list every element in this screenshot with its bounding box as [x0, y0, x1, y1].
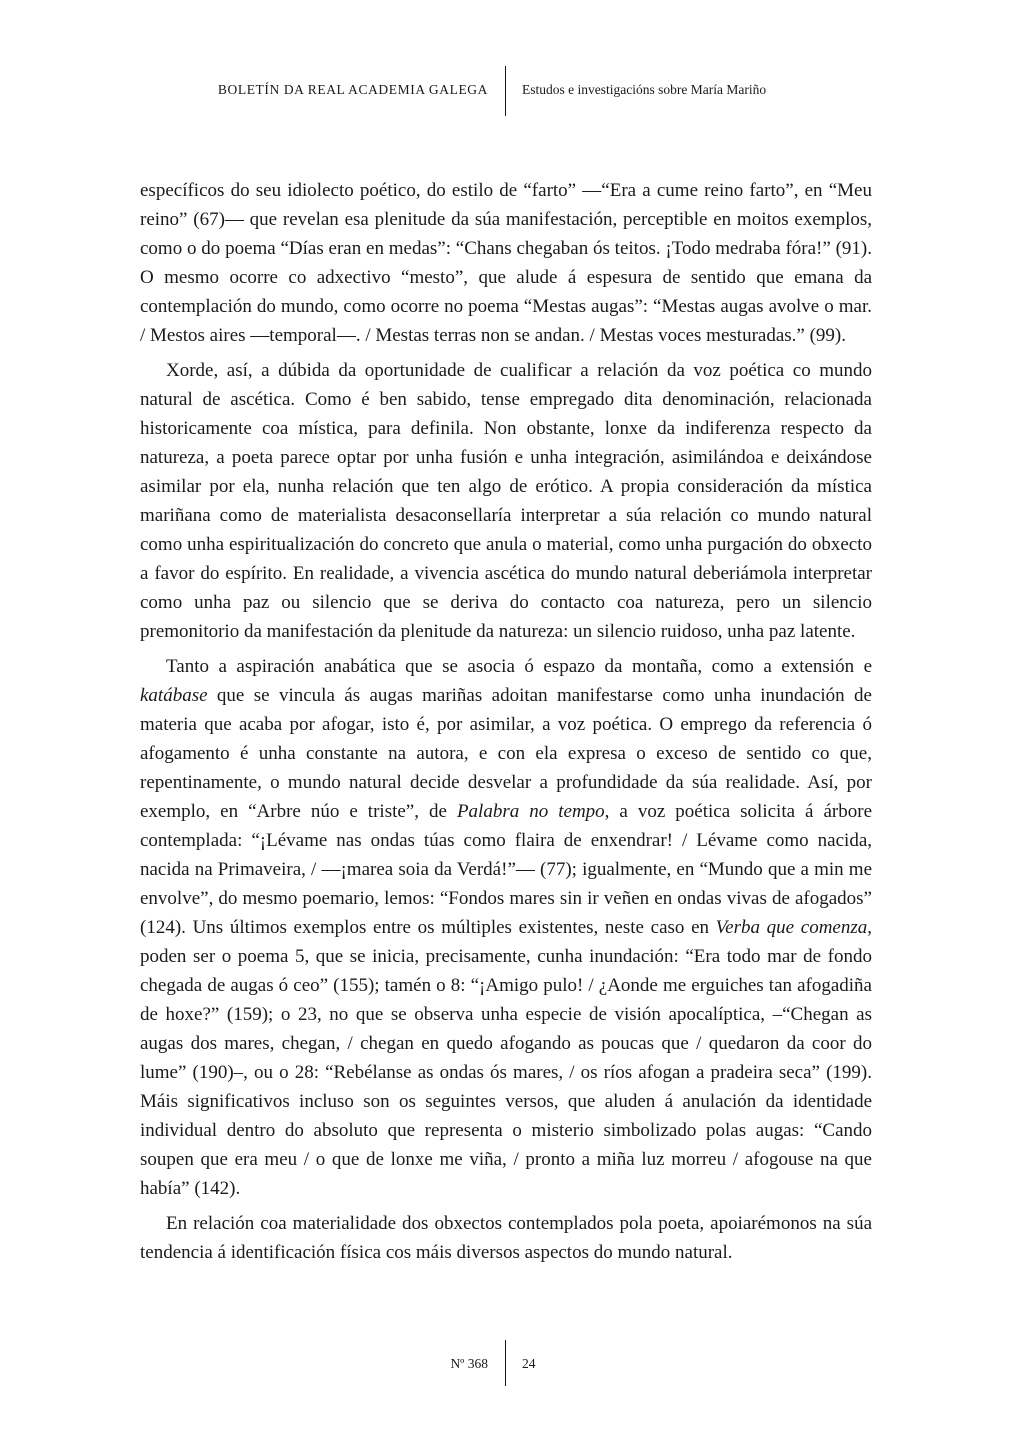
italic-term-katabase: katábase: [140, 685, 208, 706]
journal-title: BOLETÍN DA REAL ACADEMIA GALEGA: [217, 82, 488, 97]
body-text: [140, 176, 872, 1273]
paragraph-2: Xorde, así, a dúbida da oportunidade de cualificar a relación da voz poética co mundo natural de ascética. Como é ben sabido, tense empregado dita denominación, relacionada historicamente coa mística, para definila. Non obstante, lonxe da indiferenza respecto da natureza, a poeta parece optar por unha fusión e unha integración, asimilándoa e deixándose asimilar por ela, nunha relación que ten algo de erótico. A propia consideración da mística mariñana como de materialista desaconsellaría interpretar a súa relación co mundo natural como unha espiritualización do concreto que anula o material, como unha purgación do obxecto a favor do espírito. En realidade, a vivencia ascética do mundo natural deberiámola interpretar como unha paz ou silencio que se deriva do contacto coa natureza, pero un silencio premonitorio da manifestación da plenitude da natureza: un silencio ruidoso, unha paz latente.: [140, 360, 872, 642]
paragraph-4: En relación coa materialidade dos obxectos contemplados pola poeta, apoiarémonos na súa tendencia á identificación física cos máis diversos aspectos do mundo natural.: [140, 1213, 872, 1263]
issue-number: Nº 368: [450, 1356, 488, 1371]
paragraph-3: [140, 652, 872, 1203]
book-title-verba-que-comenza: Verba que comenza: [715, 917, 868, 938]
paragraph-3-text-c: , a voz poética solicita á árbore contemplada: “¡Lévame nas ondas túas como flaira de enxendrar! / Lévame como nacida, nacida na Primaveira, / —¡marea soia da Verdá!”— (77); igualmente, en “Mundo que a min me envolve”, do mesmo poemario, lemos: “Fondos mares sin ir veñen en ondas vivas de afogados” (124). Uns últimos exemplos entre os múltiples existentes, neste caso en: [140, 801, 873, 938]
book-title-palabra-no-tempo: Palabra no tempo: [456, 801, 605, 822]
section-title: Estudos e investigacións sobre María Mariño: [522, 82, 767, 97]
footer-divider: [505, 1340, 506, 1386]
header-divider: [505, 66, 506, 116]
paragraph-3-text-d: , poden ser o poema 5, que se inicia, precisamente, cunha inundación: “Era todo mar de fondo chegada de augas ó ceo” (155); tamén o 8: “¡Amigo pulo! / ¿Aonde me erguiches tan afogadiña de hoxe?” (159); o 23, no que se observa unha especie de visión apocalíptica, –“Chegan as augas dos mares, chegan, / chegan en quedo afogando as poucas que / quedaron da coor do lume” (190)–, ou o 28: “Rebélanse as ondas ós mares, / os ríos afogan a pradeira seca” (199). Máis significativos incluso son os seguintes versos, que aluden á anulación da identidade individual dentro do absoluto que representa o misterio simbolizado polas augas: “Cando soupen que era meu / o que de lonxe me viña, / pronto a miña luz morreu / afogouse na que había” (142).: [140, 917, 872, 1199]
page-number: 24: [522, 1356, 536, 1371]
paragraph-3-text-a: Tanto a aspiración anabática que se asocia ó espazo da montaña, como a extensión e: [166, 656, 872, 677]
paragraph-3-text-b: que se vincula ás augas mariñas adoitan manifestarse como unha inundación de materia que acaba por afogar, isto é, por asimilar, a voz poética. O emprego da referencia ó afogamento é unha constante na autora, e con ela expresa o exceso de sentido co que, repentinamente, o mundo natural decide desvelar a profundidade da súa realidade. Así, por exemplo, en “Arbre núo e triste”, de: [140, 685, 872, 822]
paragraph-1: específicos do seu idiolecto poético, do estilo de “farto” —“Era a cume reino farto”, en “Meu reino” (67)— que revelan esa plenitude da súa manifestación, perceptible en moitos exemplos, como o do poema “Días eran en medas”: “Chans chegaban ós teitos. ¡Todo medraba fóra!” (91). O mesmo ocorre co adxectivo “mesto”, que alude á espesura de sentido que emana da contemplación do mundo, como ocorre no poema “Mestas augas”: “Mestas augas avolve o mar. / Mestos aires —temporal—. / Mestas terras non se andan. / Mestas voces mesturadas.” (99).: [140, 180, 872, 346]
page-header: [0, 66, 1010, 116]
page-footer: [0, 1340, 1010, 1386]
